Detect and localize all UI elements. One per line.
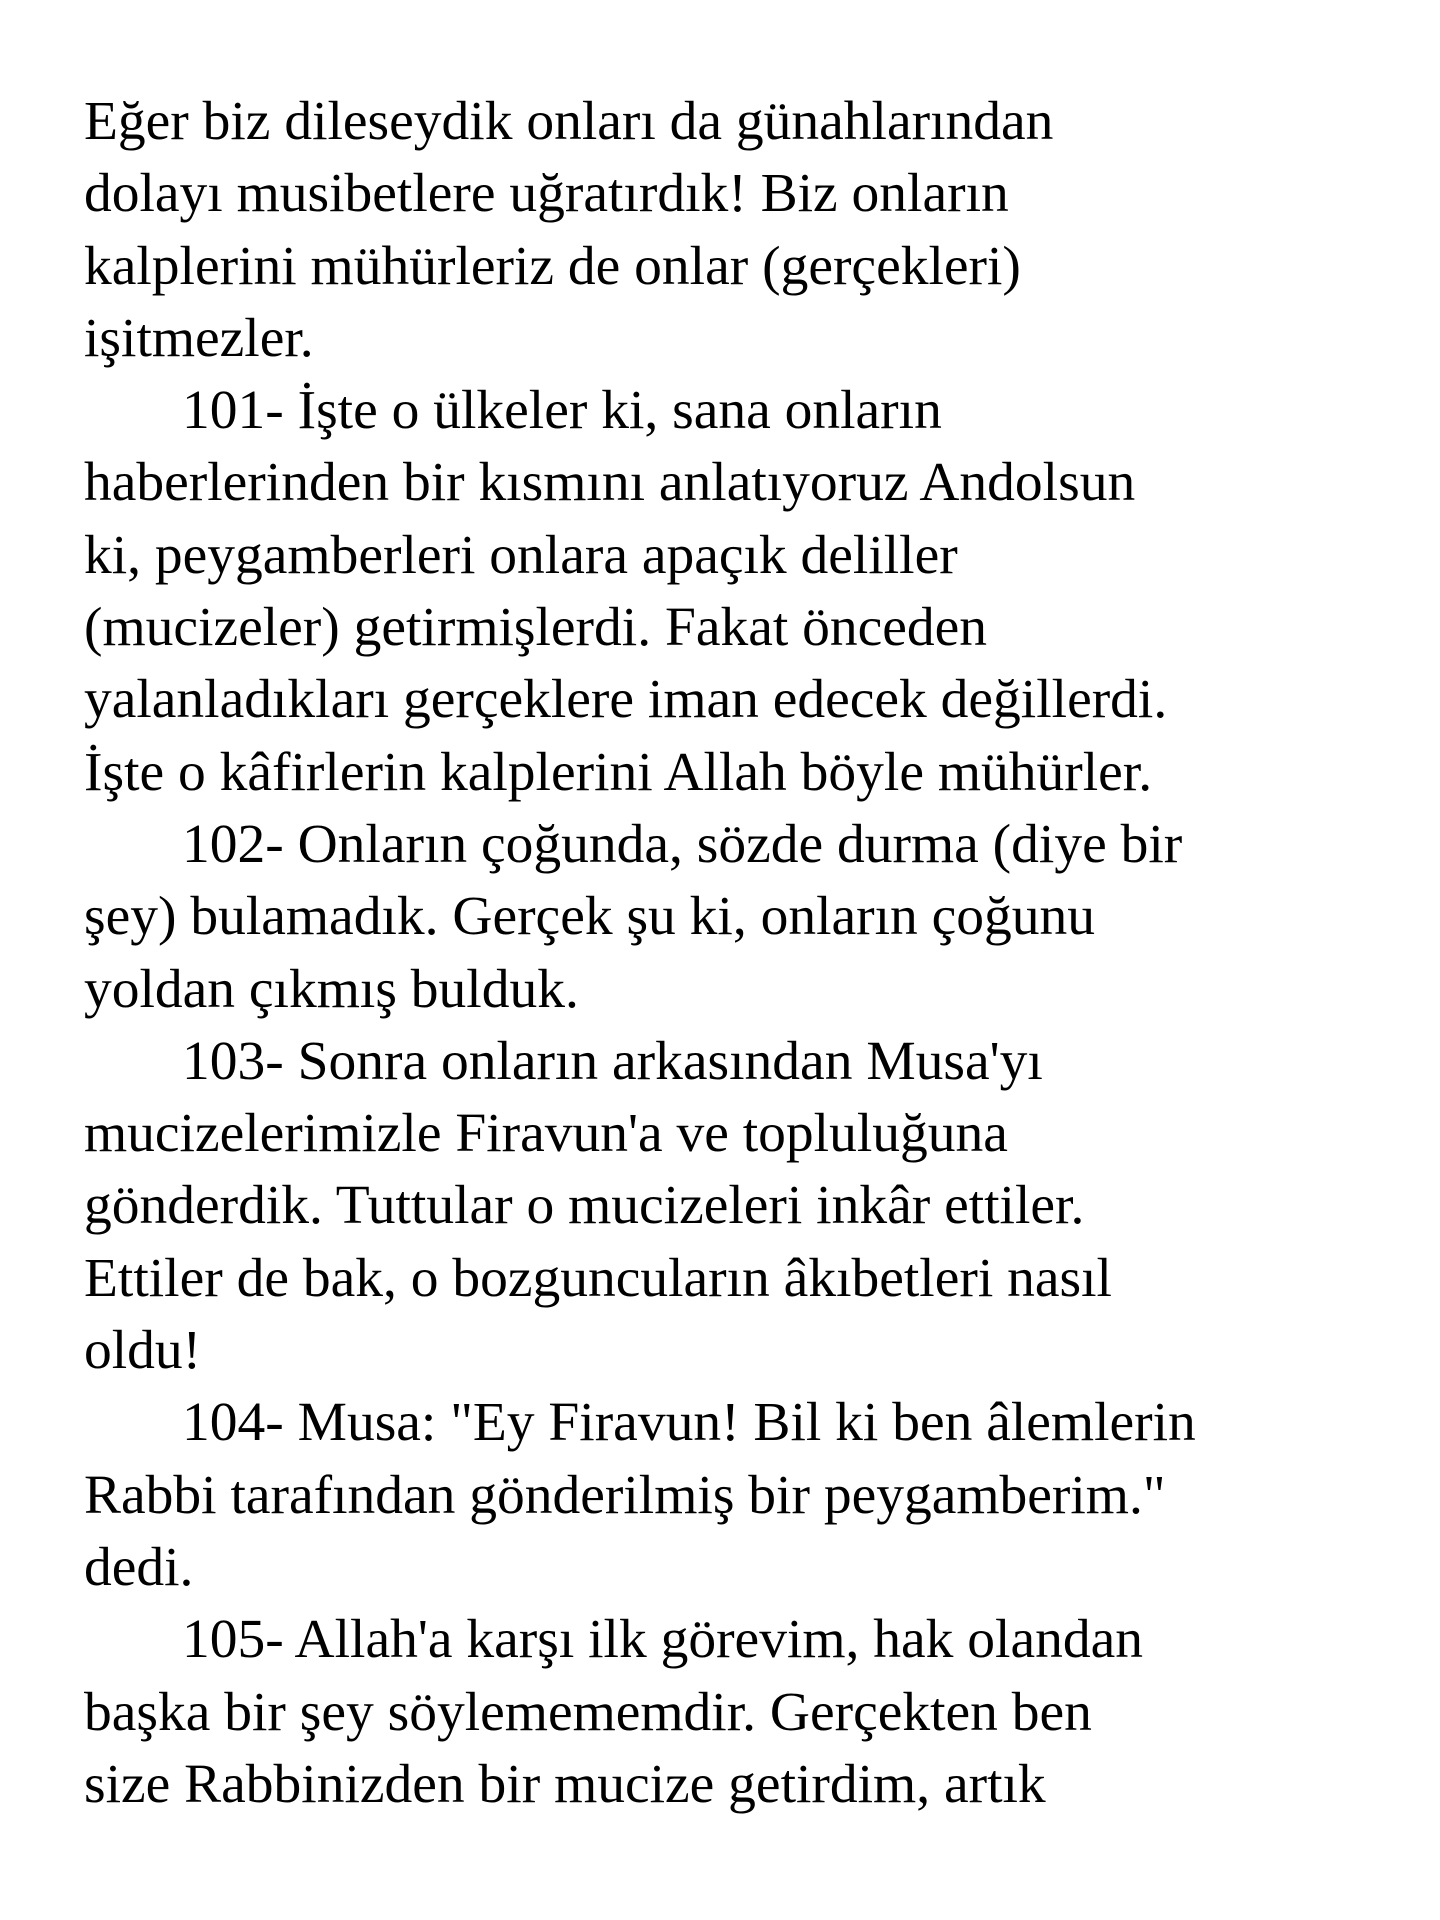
text-line: ki, peygamberleri onlara apaçık deliller xyxy=(84,524,958,586)
text-line: yoldan çıkmış bulduk. xyxy=(84,958,579,1020)
text-line: işitmezler. xyxy=(84,307,314,369)
text-line: mucizelerimizle Firavun'a ve topluluğuna xyxy=(84,1103,1008,1165)
text-line: size Rabbinizden bir mucize getirdim, artık xyxy=(84,1753,1046,1815)
document-page xyxy=(84,86,1384,1821)
text-line: İşte o kâfirlerin kalplerini Allah böyle mühürler. xyxy=(84,741,1153,803)
text-line: Eğer biz dileseydik onları da günahlarından xyxy=(84,91,1054,152)
text-line: oldu! xyxy=(84,1320,202,1382)
text-line: şey) bulamadık. Gerçek şu ki, onların çoğunu xyxy=(84,886,1096,948)
verse-103-start: 103- Sonra onların arkasından Musa'yı xyxy=(182,1030,1043,1092)
text-line: Rabbi tarafından gönderilmiş bir peygamberim." xyxy=(84,1464,1166,1526)
verse-104-start: 104- Musa: "Ey Firavun! Bil ki ben âlemlerin xyxy=(182,1392,1196,1454)
verse-102-start: 102- Onların çoğunda, sözde durma (diye bir xyxy=(182,813,1183,875)
text-line: dolayı musibetlere uğratırdık! Biz onların xyxy=(84,163,1009,225)
verse-105-start: 105- Allah'a karşı ilk görevim, hak olandan xyxy=(182,1609,1143,1671)
text-line: yalanladıkları gerçeklere iman edecek değillerdi. xyxy=(84,669,1168,731)
text-line: başka bir şey söylemememdir. Gerçekten ben xyxy=(84,1681,1092,1743)
text-line: gönderdik. Tuttular o mucizeleri inkâr ettiler. xyxy=(84,1175,1085,1237)
text-line: kalplerini mühürleriz de onlar (gerçekleri) xyxy=(84,235,1021,297)
text-line: haberlerinden bir kısmını anlatıyoruz Andolsun xyxy=(84,452,1136,514)
text-line: Ettiler de bak, o bozguncuların âkıbetleri nasıl xyxy=(84,1247,1112,1309)
verse-101-start: 101- İşte o ülkeler ki, sana onların xyxy=(182,380,942,442)
text-line: (mucizeler) getirmişlerdi. Fakat önceden xyxy=(84,597,988,659)
text-line: dedi. xyxy=(84,1536,194,1598)
